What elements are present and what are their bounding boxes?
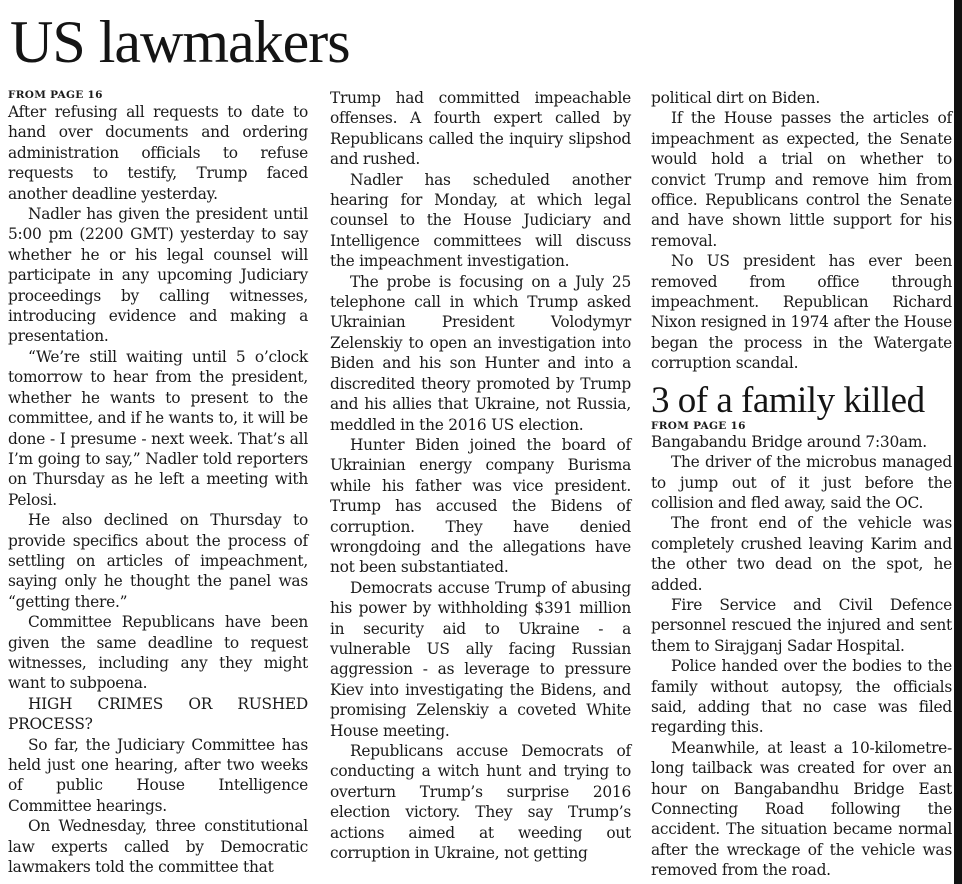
article-column-2	[330, 88, 631, 863]
jump-label: FROM PAGE 16	[8, 89, 103, 101]
paragraph: Trump had committed impeachable offenses. A fourth expert called by Republicans called the inquiry slipshod and rushed.	[330, 89, 631, 169]
paragraph: The probe is focusing on a July 25 telephone call in which Trump asked Ukrainian President Volodymyr Zelenskiy to open an investigation into Biden and his son Hunter and into a discredited theory promoted by Trump and his allies that Ukraine, not Russia, meddled in the 2016 US election.	[330, 272, 631, 434]
section-subhead: HIGH CRIMES OR RUSHED PROCESS?	[8, 694, 308, 734]
paragraph: “We’re still waiting until 5 o’clock tomorrow to hear from the president, whether he wants to present to the committee, and if he wants to, it will be done - I presume - next week. That’s all I’m going to say,” Nadler told reporters on Thursday as he left a meeting with Pelosi.	[8, 347, 308, 509]
headline: US lawmakers	[10, 9, 350, 75]
paragraph: Committee Republicans have been given the same deadline to request witnesses, including any they might want to subpoena.	[8, 613, 308, 693]
paragraph: Police handed over the bodies to the family without autopsy, the officials said, adding that no case was filed regarding this.	[651, 657, 952, 737]
paragraph: On Wednesday, three constitutional law experts called by Democratic lawmakers told the committee that	[8, 817, 308, 877]
paragraph: Hunter Biden joined the board of Ukrainian energy company Burisma while his father was vice president. Trump has accused the Bidens of corruption. They have denied wrongdoing and the allegations have not been substantiated.	[330, 435, 631, 577]
paragraph: So far, the Judiciary Committee has held just one hearing, after two weeks of public House Intelligence Committee hearings.	[8, 735, 308, 815]
paragraph: Meanwhile, at least a 10-kilometre-long tailback was created for over an hour on Bangabandhu Bridge East Connecting Road following the accident. The situation became normal after the wreckage of the vehicle was removed from the road.	[651, 738, 952, 880]
second-article-headline: 3 of a family killed	[651, 379, 925, 421]
paragraph: No US president has ever been removed from office through impeachment. Republican Richard Nixon resigned in 1974 after the House began the process in the Watergate corruption scandal.	[651, 252, 952, 373]
jump-label: FROM PAGE 16	[651, 419, 746, 432]
paragraph: Fire Service and Civil Defence personnel rescued the injured and sent them to Sirajganj Sadar Hospital.	[651, 595, 952, 655]
paragraph: He also declined on Thursday to provide specifics about the process of settling on articles of impeachment, saying only he thought the panel was “getting there.”	[8, 511, 308, 611]
paragraph: The driver of the microbus managed to jump out of it just before the collision and fled away, said the OC.	[651, 453, 952, 512]
paragraph: political dirt on Biden.	[651, 89, 820, 107]
paragraph: If the House passes the articles of impeachment as expected, the Senate would hold a trial on whether to convict Trump and remove him from office. Republicans control the Senate and have shown little support for his removal.	[651, 109, 952, 250]
paragraph: Bangabandu Bridge around 7:30am.	[651, 432, 927, 451]
article-column-1	[8, 88, 308, 877]
paragraph: Nadler has scheduled another hearing for Monday, at which legal counsel to the House Judiciary and Intelligence committees will discuss the impeachment investigation.	[330, 170, 631, 271]
paragraph: Nadler has given the president until 5:00 pm (2200 GMT) yesterday to say whether he or his legal counsel will participate in any upcoming Judiciary proceedings by calling witnesses, introducing evidence and making a presentation.	[8, 205, 308, 346]
paragraph: The front end of the vehicle was completely crushed leaving Karim and the other two dead on the spot, he added.	[651, 514, 952, 594]
paragraph: After refusing all requests to date to hand over documents and ordering administration officials to refuse requests to testify, Trump faced another deadline yesterday.	[8, 103, 308, 203]
newspaper-page	[8, 0, 953, 884]
page-edge-border	[954, 0, 962, 884]
paragraph: Democrats accuse Trump of abusing his power by withholding $391 million in security aid to Ukraine - a vulnerable US ally facing Russian aggression - as leverage to pressure Kiev into investigating the Bidens, and promising Zelenskiy a coveted White House meeting.	[330, 578, 631, 740]
paragraph: Republicans accuse Democrats of conducting a witch hunt and trying to overturn Trump’s surprise 2016 election victory. They say Trump’s actions aimed at weeding out corruption in Ukraine, not getting	[330, 742, 631, 863]
article-column-3	[651, 88, 952, 881]
